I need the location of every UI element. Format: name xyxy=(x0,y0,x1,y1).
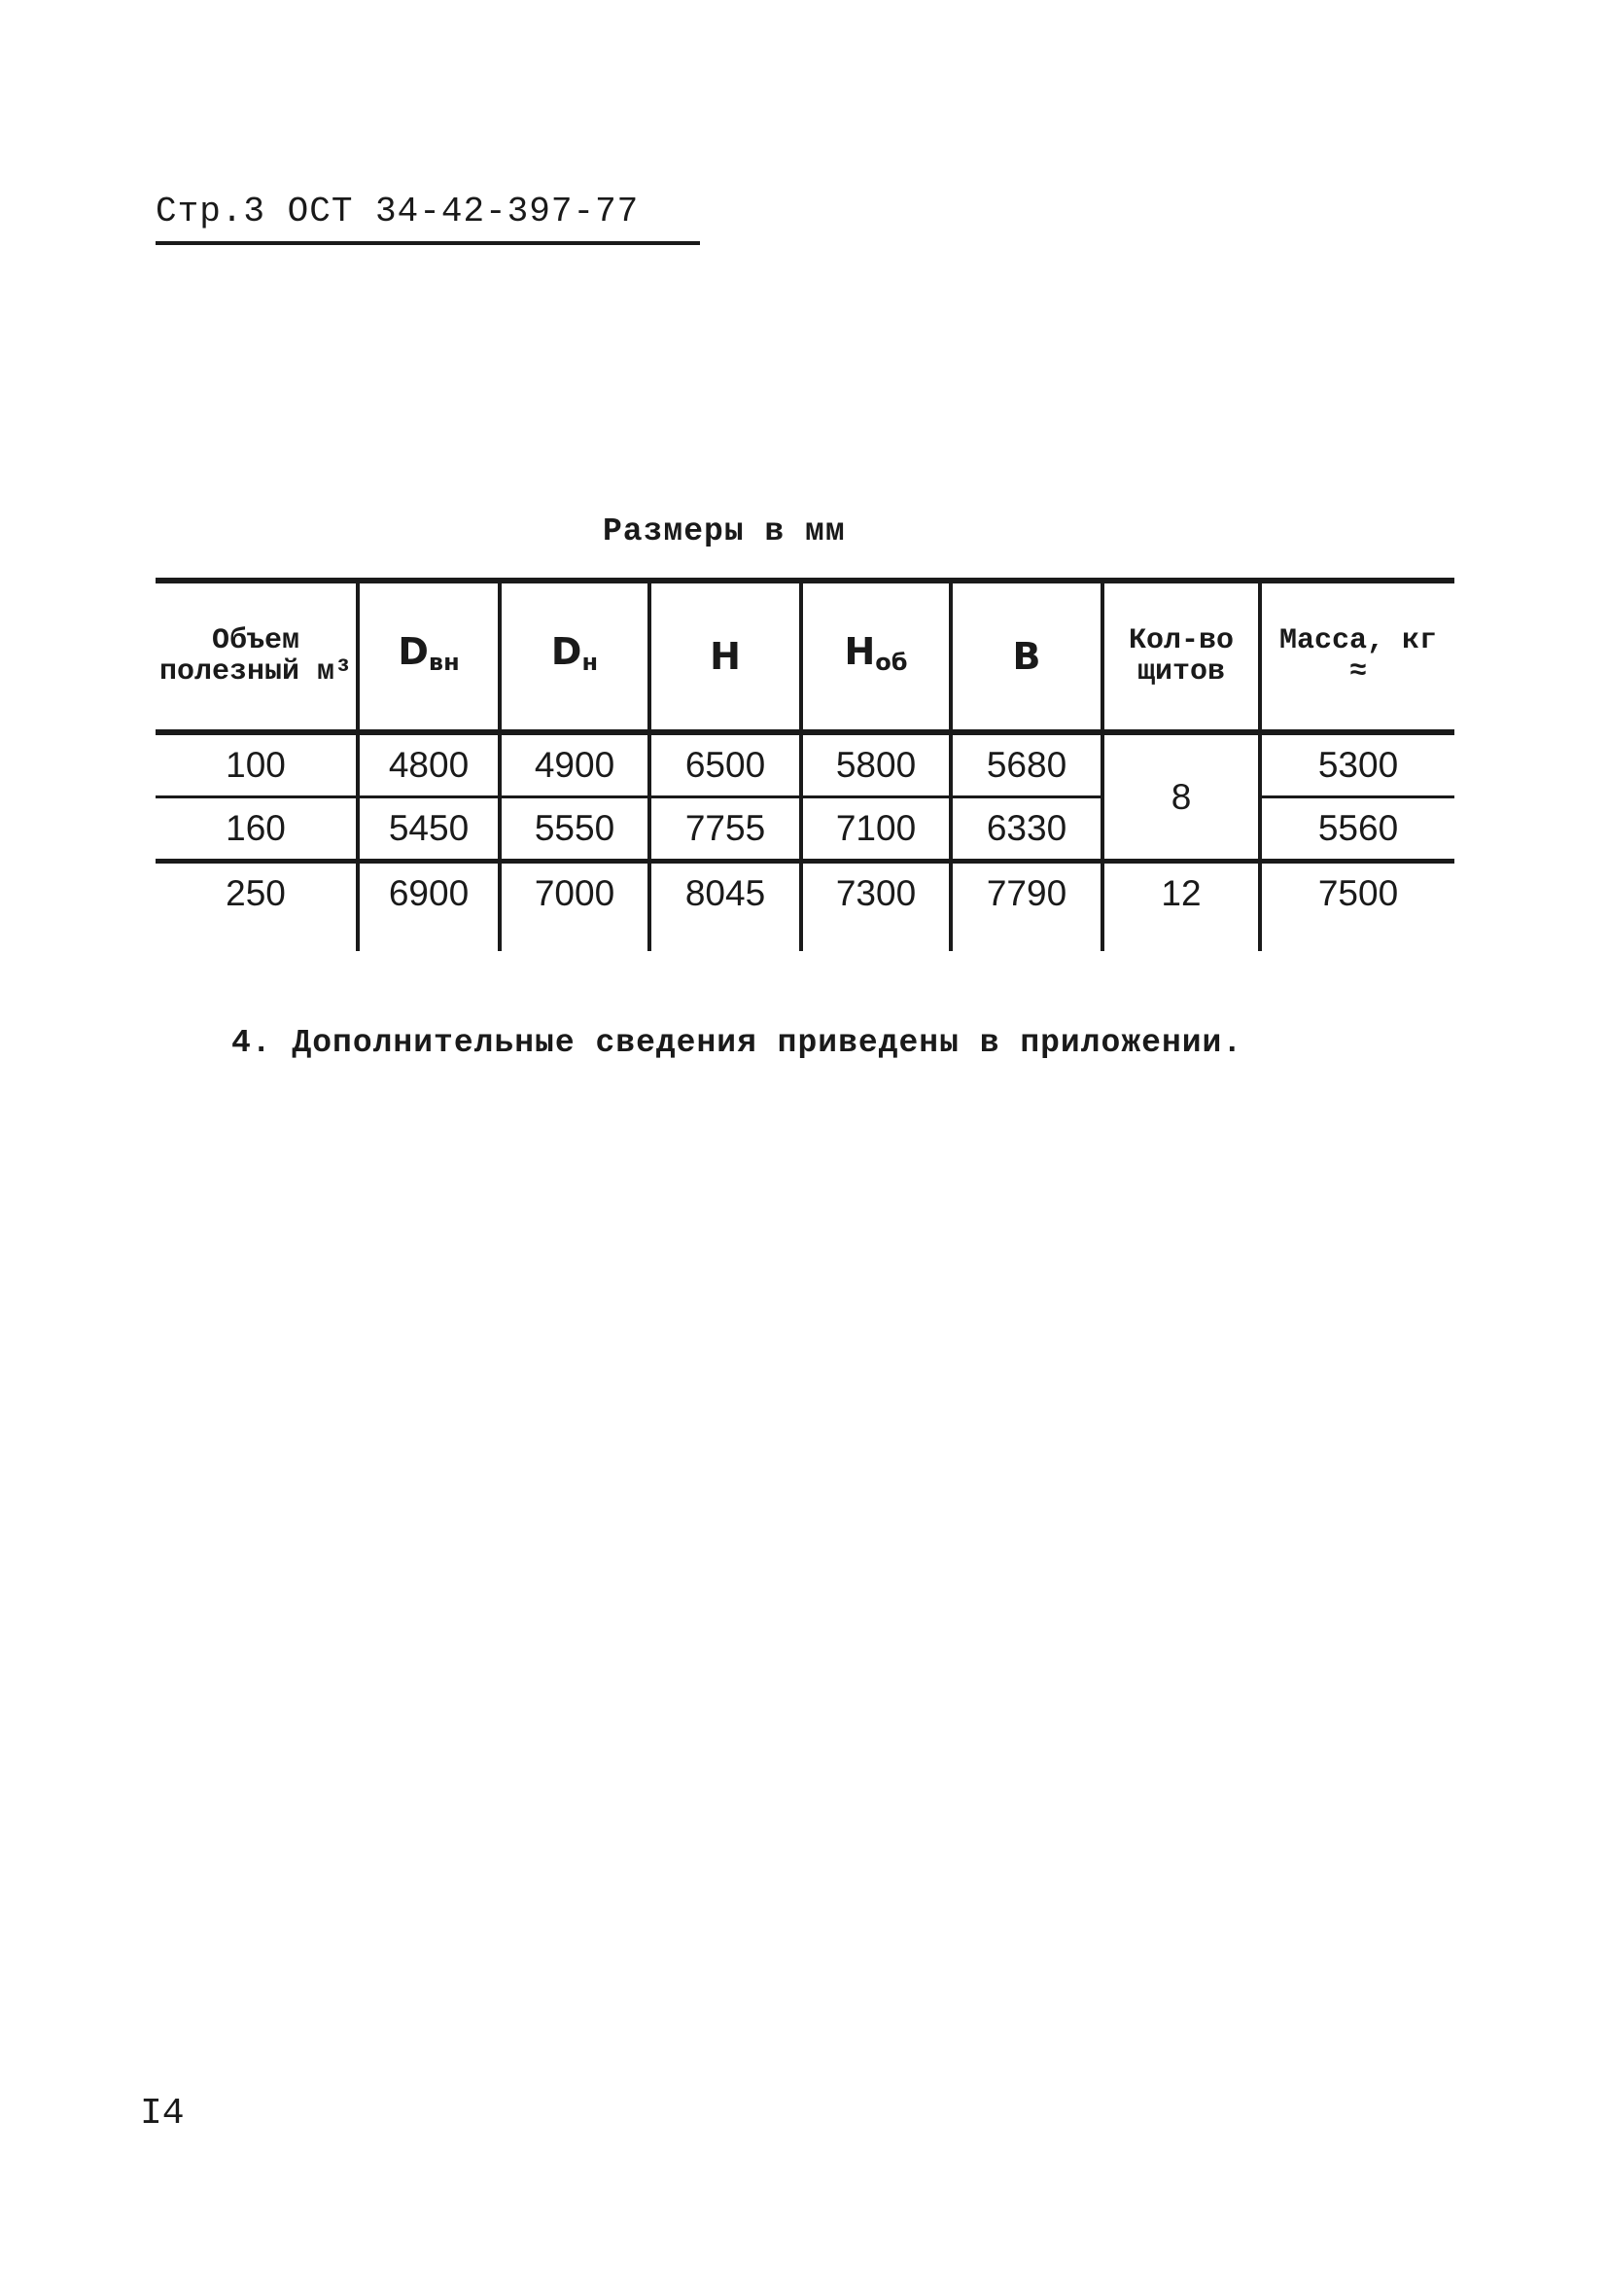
header-dn: $D_н$ xyxy=(500,581,649,732)
cell-b: 7790 xyxy=(951,862,1102,925)
header-shields: Кол-во щитов xyxy=(1102,581,1260,732)
cell-b: 5680 xyxy=(951,732,1102,797)
cell-h: 6500 xyxy=(649,732,801,797)
cell-b: 6330 xyxy=(951,797,1102,862)
cell-shields: 8 xyxy=(1102,732,1260,862)
cell-dvn: 6900 xyxy=(358,862,500,925)
cell-hob: 7300 xyxy=(801,862,951,925)
cell-shields: 12 xyxy=(1102,862,1260,925)
cell-mass: 5560 xyxy=(1260,797,1454,862)
cell-dn: 4900 xyxy=(500,732,649,797)
document-header: Стр.3 ОСТ 34-42-397-77 xyxy=(156,193,700,245)
header-h: H xyxy=(649,581,801,732)
cell-h: 8045 xyxy=(649,862,801,925)
page-number: I4 xyxy=(140,2093,185,2135)
header-b: B xyxy=(951,581,1102,732)
cell-mass: 7500 xyxy=(1260,862,1454,925)
cell-mass: 5300 xyxy=(1260,732,1454,797)
table-row xyxy=(156,797,1454,862)
cell-h: 7755 xyxy=(649,797,801,862)
table-row xyxy=(156,732,1454,797)
cell-hob: 5800 xyxy=(801,732,951,797)
table-bottom-spacer xyxy=(156,924,1454,951)
header-hob: $H_{об}$ xyxy=(801,581,951,732)
header-mass: Масса, кг ≈ xyxy=(1260,581,1454,732)
cell-volume: 160 xyxy=(156,797,358,862)
cell-hob: 7100 xyxy=(801,797,951,862)
table-caption: Размеры в мм xyxy=(603,513,846,549)
dimensions-table xyxy=(156,578,1454,951)
cell-dvn: 4800 xyxy=(358,732,500,797)
table-row xyxy=(156,862,1454,925)
header-dvn: $D_{вн}$ xyxy=(358,581,500,732)
header-volume: Объем полезный м³ xyxy=(156,581,358,732)
cell-dvn: 5450 xyxy=(358,797,500,862)
cell-dn: 7000 xyxy=(500,862,649,925)
cell-volume: 100 xyxy=(226,745,286,785)
cell-dn: 5550 xyxy=(500,797,649,862)
cell-volume: 250 xyxy=(156,862,358,925)
footnote: 4. Дополнительные сведения приведены в приложении. xyxy=(231,1025,1243,1061)
table-header-row xyxy=(156,581,1454,732)
